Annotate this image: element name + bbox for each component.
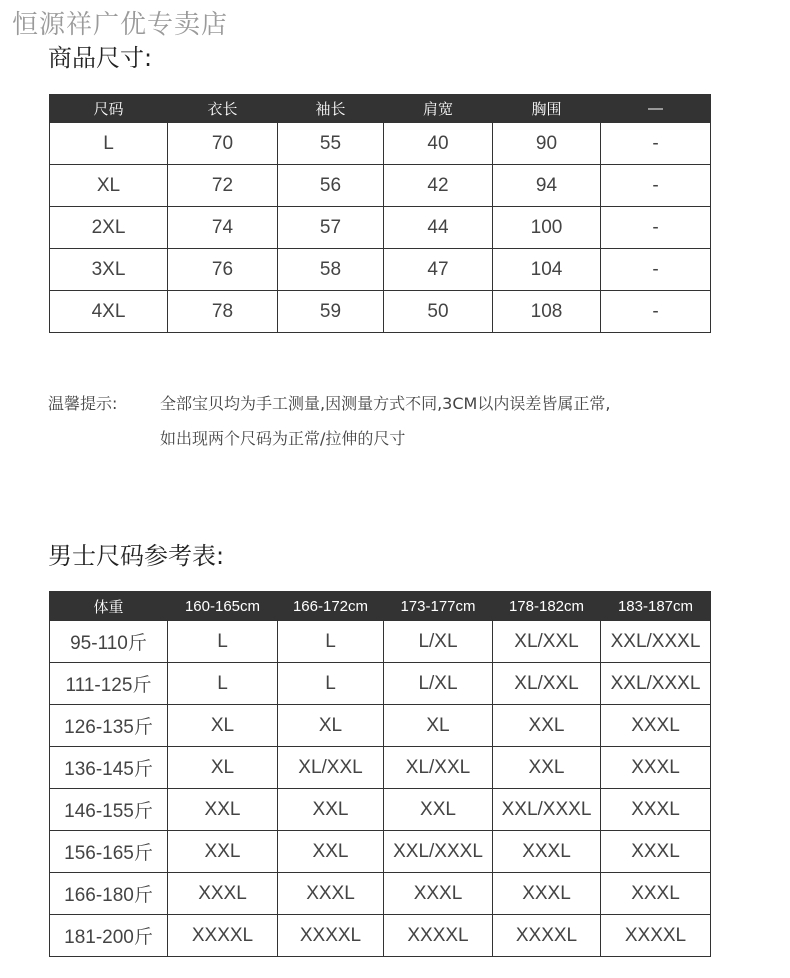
table-cell: XXXXL [384, 915, 493, 957]
table-cell: - [601, 123, 711, 165]
table-cell: 181-200斤 [50, 915, 168, 957]
table-cell: XL/XXL [384, 747, 493, 789]
table-cell: XXXL [278, 873, 384, 915]
mens-size-reference-table [49, 591, 711, 957]
table-row [50, 915, 711, 957]
table-cell: XXXL [493, 873, 601, 915]
table-cell: 78 [168, 291, 278, 333]
table-cell: - [601, 291, 711, 333]
table-cell: XXXL [168, 873, 278, 915]
header-sleeve: 袖长 [278, 95, 384, 123]
table-cell: 104 [493, 249, 601, 291]
table-cell: 100 [493, 207, 601, 249]
table-cell: 58 [278, 249, 384, 291]
table-cell: XXL [168, 831, 278, 873]
table-cell: 166-180斤 [50, 873, 168, 915]
table-cell: XXXL [384, 873, 493, 915]
tip-label: 温馨提示: [48, 394, 118, 413]
table-cell: 42 [384, 165, 493, 207]
table-cell: - [601, 165, 711, 207]
table-cell: L [278, 621, 384, 663]
header-height-3: 173-177cm [384, 592, 493, 621]
table-cell: XXL/XXXL [493, 789, 601, 831]
table-cell: L/XL [384, 621, 493, 663]
header-chest: 胸围 [493, 95, 601, 123]
table-cell: XXL [493, 705, 601, 747]
table-cell: XL [278, 705, 384, 747]
table-cell: 3XL [50, 249, 168, 291]
table-cell: L [278, 663, 384, 705]
product-size-title: 商品尺寸: [48, 44, 153, 72]
table-row [50, 831, 711, 873]
table-cell: XXXXL [493, 915, 601, 957]
table-cell: XXXL [601, 705, 711, 747]
table-cell: 136-145斤 [50, 747, 168, 789]
table-cell: 55 [278, 123, 384, 165]
table-cell: 76 [168, 249, 278, 291]
table-cell: - [601, 207, 711, 249]
table-row [50, 249, 711, 291]
table-cell: 74 [168, 207, 278, 249]
table-row [50, 165, 711, 207]
table-row [50, 789, 711, 831]
table-cell: 70 [168, 123, 278, 165]
tip-line-1: 全部宝贝均为手工测量,因测量方式不同,3CM以内误差皆属正常, [160, 394, 611, 413]
table-cell: XXXXL [601, 915, 711, 957]
table-row [50, 291, 711, 333]
table-cell: XL [168, 705, 278, 747]
table-cell: XXXXL [168, 915, 278, 957]
table-cell: XXL [493, 747, 601, 789]
header-size: 尺码 [50, 95, 168, 123]
table-cell: 44 [384, 207, 493, 249]
table-cell: XXXL [601, 789, 711, 831]
table-cell: 4XL [50, 291, 168, 333]
header-height-5: 183-187cm [601, 592, 711, 621]
table-cell: XXL [278, 789, 384, 831]
table-cell: L [168, 663, 278, 705]
table-cell: 94 [493, 165, 601, 207]
table-cell: 47 [384, 249, 493, 291]
table-cell: 57 [278, 207, 384, 249]
table-row [50, 705, 711, 747]
header-blank: — [601, 95, 711, 123]
table-row [50, 873, 711, 915]
table-cell: 126-135斤 [50, 705, 168, 747]
table-cell: 72 [168, 165, 278, 207]
table-cell: XL/XXL [493, 621, 601, 663]
table-cell: XL [384, 705, 493, 747]
table-cell: XXL/XXXL [384, 831, 493, 873]
table-cell: XXL [384, 789, 493, 831]
table-cell: 156-165斤 [50, 831, 168, 873]
table-cell: XXL/XXXL [601, 621, 711, 663]
table-row [50, 123, 711, 165]
mens-size-reference-title: 男士尺码参考表: [48, 542, 225, 570]
table-cell: 146-155斤 [50, 789, 168, 831]
store-watermark: 恒源祥广优专卖店 [12, 10, 229, 40]
product-size-table [49, 94, 711, 333]
table-cell: XL/XXL [493, 663, 601, 705]
header-height-1: 160-165cm [168, 592, 278, 621]
table-cell: XL/XXL [278, 747, 384, 789]
reference-table-header-row [50, 592, 711, 621]
header-length: 衣长 [168, 95, 278, 123]
table-row [50, 747, 711, 789]
table-cell: 40 [384, 123, 493, 165]
table-cell: 59 [278, 291, 384, 333]
table-row [50, 663, 711, 705]
table-cell: XXXL [601, 747, 711, 789]
table-cell: 50 [384, 291, 493, 333]
table-cell: 111-125斤 [50, 663, 168, 705]
header-weight: 体重 [50, 592, 168, 621]
header-height-4: 178-182cm [493, 592, 601, 621]
table-cell: XXXL [493, 831, 601, 873]
table-cell: XL [168, 747, 278, 789]
table-cell: 2XL [50, 207, 168, 249]
table-cell: XXL [278, 831, 384, 873]
table-cell: 95-110斤 [50, 621, 168, 663]
table-cell: XXXXL [278, 915, 384, 957]
table-cell: 108 [493, 291, 601, 333]
table-cell: XXL [168, 789, 278, 831]
table-cell: L [168, 621, 278, 663]
table-cell: XXXL [601, 831, 711, 873]
size-table-header-row [50, 95, 711, 123]
table-cell: XL [50, 165, 168, 207]
tip-line-2: 如出现两个尺码为正常/拉伸的尺寸 [160, 429, 406, 448]
table-row [50, 621, 711, 663]
table-row [50, 207, 711, 249]
table-cell: 90 [493, 123, 601, 165]
table-cell: XXXL [601, 873, 711, 915]
table-cell: L/XL [384, 663, 493, 705]
table-cell: XXL/XXXL [601, 663, 711, 705]
header-shoulder: 肩宽 [384, 95, 493, 123]
table-cell: L [50, 123, 168, 165]
table-cell: 56 [278, 165, 384, 207]
tip-text [160, 386, 720, 456]
table-cell: - [601, 249, 711, 291]
header-height-2: 166-172cm [278, 592, 384, 621]
